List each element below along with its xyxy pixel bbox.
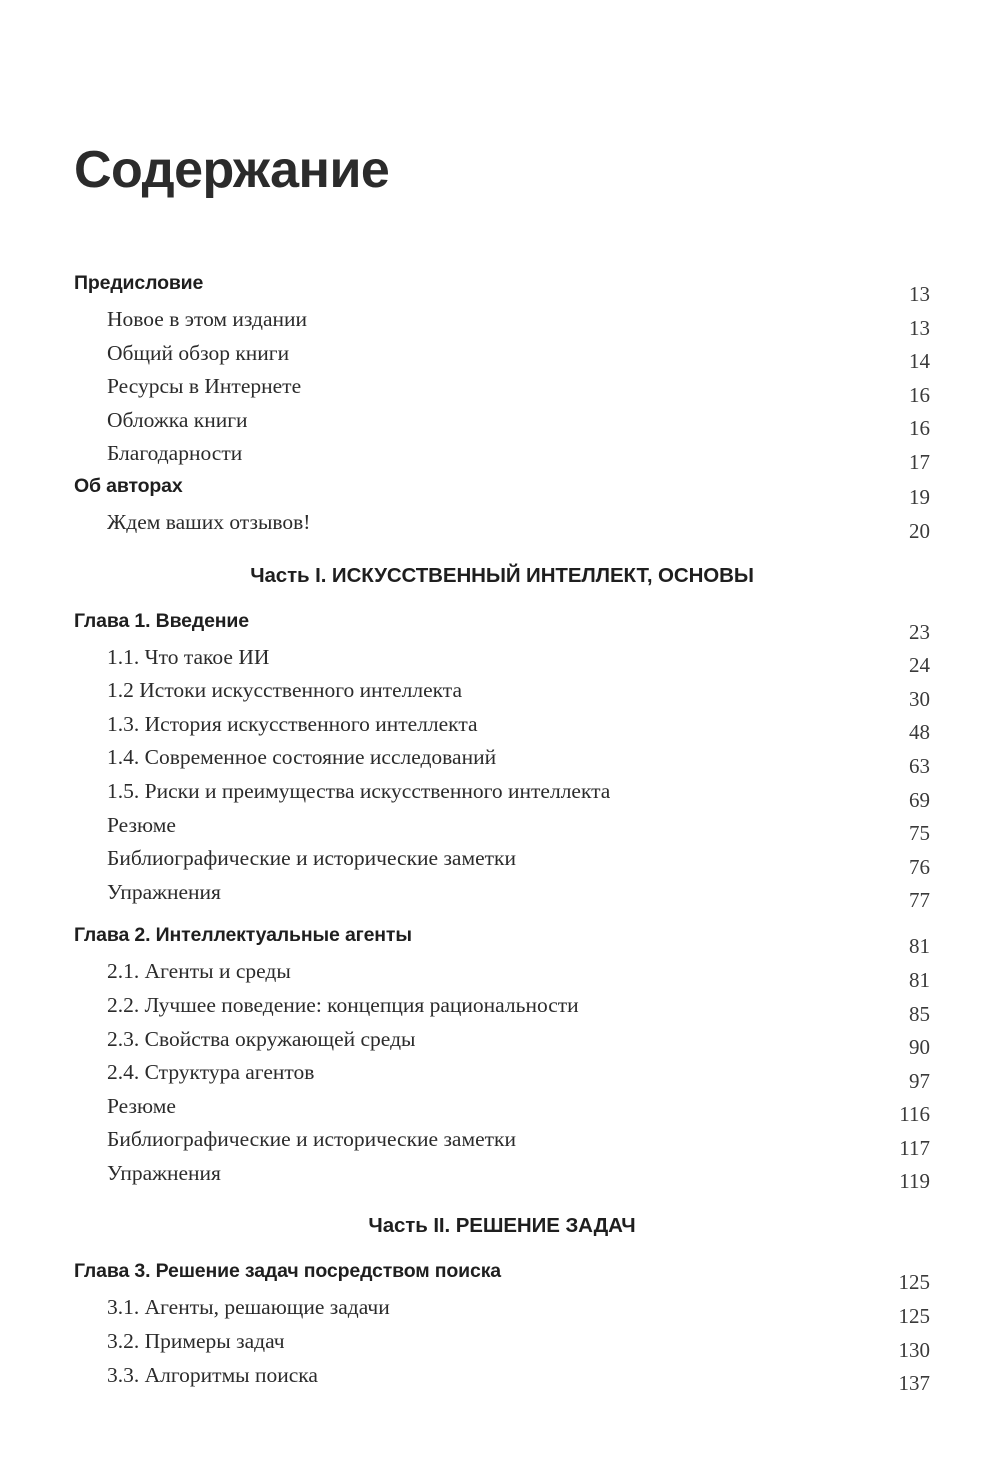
page-number: 14 (909, 349, 930, 374)
section-entry-label: 3.2. Примеры задач (107, 1329, 285, 1354)
section-entry-label: Резюме (107, 812, 176, 837)
toc-entry-row[interactable] (74, 645, 930, 679)
toc-entry-row[interactable] (74, 880, 930, 914)
page-number: 16 (909, 382, 930, 407)
section-entry-label: 3.1. Агенты, решающие задачи (107, 1295, 390, 1320)
page-number: 77 (909, 888, 930, 913)
page-number: 119 (899, 1169, 930, 1194)
toc-entry-row[interactable] (74, 272, 930, 307)
toc-entry-row[interactable] (74, 1027, 930, 1061)
page-number: 90 (909, 1035, 930, 1060)
toc-entry-row[interactable] (74, 779, 930, 813)
page-number: 81 (909, 967, 930, 992)
spacer (74, 913, 930, 924)
toc-entry-row[interactable] (74, 408, 930, 442)
toc-entry-row[interactable] (74, 610, 930, 645)
part-heading-label: Часть I. ИСКУССТВЕННЫЙ ИНТЕЛЛЕКТ, ОСНОВЫ (250, 563, 754, 587)
spacer (74, 1194, 930, 1214)
section-entry-label: Упражнения (107, 1160, 221, 1185)
page-number: 69 (909, 787, 930, 812)
section-entry-label: 2.2. Лучшее поведение: концепция рациональности (107, 992, 579, 1017)
page-number: 63 (909, 753, 930, 778)
page-number: 125 (898, 1270, 930, 1295)
toc-entry-row[interactable] (74, 1161, 930, 1195)
toc-entry-row[interactable] (74, 678, 930, 712)
chapter-entry-label: Предисловие (74, 272, 204, 294)
page-number: 48 (909, 720, 930, 745)
section-entry-label: 1.1. Что такое ИИ (107, 644, 270, 669)
toc-entry-list (74, 272, 930, 1396)
chapter-entry-label: Глава 3. Решение задач посредством поиска (74, 1260, 501, 1283)
section-entry-label: Обложка книги (107, 407, 248, 432)
section-entry-label: 3.3. Алгоритмы поиска (107, 1362, 318, 1387)
toc-entry-row[interactable] (74, 441, 930, 475)
section-entry-label: 1.4. Современное состояние исследований (107, 745, 497, 770)
section-entry-label: 2.3. Свойства окружающей среды (107, 1026, 416, 1051)
toc-entry-row[interactable] (74, 712, 930, 746)
toc-entry-row[interactable] (74, 341, 930, 375)
page-number: 117 (899, 1135, 930, 1160)
spacer (74, 599, 930, 610)
page-number: 19 (909, 484, 930, 509)
toc-entry-row[interactable] (74, 307, 930, 341)
page-number: 125 (898, 1304, 930, 1329)
page-number: 23 (909, 619, 930, 644)
page-number: 137 (898, 1371, 930, 1396)
toc-entry-row[interactable] (74, 374, 930, 408)
section-entry-label: Резюме (107, 1093, 176, 1118)
toc-entry-row[interactable] (74, 1329, 930, 1363)
toc-entry-row[interactable] (74, 1094, 930, 1128)
page-number: 13 (909, 315, 930, 340)
toc-entry-row[interactable] (74, 993, 930, 1027)
section-entry-label: 1.2 Истоки искусственного интеллекта (107, 678, 462, 703)
toc-entry-row[interactable] (74, 1363, 930, 1397)
section-entry-label: 2.1. Агенты и среды (107, 959, 291, 984)
page-number: 81 (909, 934, 930, 959)
page-number: 30 (909, 686, 930, 711)
chapter-entry-label: Об авторах (74, 474, 183, 497)
page-number: 116 (899, 1102, 930, 1127)
toc-entry-row[interactable] (74, 813, 930, 847)
page-number: 16 (909, 416, 930, 441)
section-entry-label: Благодарности (107, 441, 243, 466)
section-entry-label: Общий обзор книги (107, 340, 290, 365)
page-number: 24 (909, 653, 930, 678)
part-heading-label: Часть II. РЕШЕНИЕ ЗАДАЧ (368, 1214, 636, 1238)
page-number: 13 (909, 282, 930, 306)
section-entry-label: Упражнения (107, 879, 221, 904)
section-entry-label: 2.4. Структура агентов (107, 1060, 315, 1085)
toc-part-heading (74, 564, 930, 599)
page-number: 17 (909, 449, 930, 474)
page-number: 130 (898, 1337, 930, 1362)
spacer (74, 1249, 930, 1260)
toc-entry-row[interactable] (74, 1060, 930, 1094)
section-entry-label: Библиографические и исторические заметки (107, 846, 516, 871)
spacer (74, 544, 930, 564)
toc-entry-row[interactable] (74, 924, 930, 959)
toc-entry-row[interactable] (74, 959, 930, 993)
page-number: 85 (909, 1001, 930, 1026)
toc-part-heading (74, 1214, 930, 1249)
section-entry-label: Ждем ваших отзывов! (107, 509, 311, 534)
section-entry-label: Ресурсы в Интернете (107, 374, 302, 399)
chapter-entry-label: Глава 1. Введение (74, 609, 249, 632)
page-title: Содержание (74, 141, 390, 199)
toc-entry-row[interactable] (74, 1260, 930, 1295)
section-entry-label: 1.3. История искусственного интеллекта (107, 711, 478, 736)
toc-entry-row[interactable] (74, 846, 930, 880)
page-number: 76 (909, 854, 930, 879)
toc-entry-row[interactable] (74, 745, 930, 779)
page-number: 20 (909, 518, 930, 543)
page-number: 97 (909, 1068, 930, 1093)
section-entry-label: Новое в этом издании (107, 307, 308, 331)
toc-entry-row[interactable] (74, 510, 930, 544)
section-entry-label: 1.5. Риски и преимущества искусственного интеллекта (107, 778, 611, 803)
chapter-entry-label: Глава 2. Интеллектуальные агенты (74, 924, 412, 947)
section-entry-label: Библиографические и исторические заметки (107, 1127, 516, 1152)
page-number: 75 (909, 821, 930, 846)
toc-entry-row[interactable] (74, 1127, 930, 1161)
toc-entry-row[interactable] (74, 1295, 930, 1329)
toc-entry-row[interactable] (74, 475, 930, 510)
